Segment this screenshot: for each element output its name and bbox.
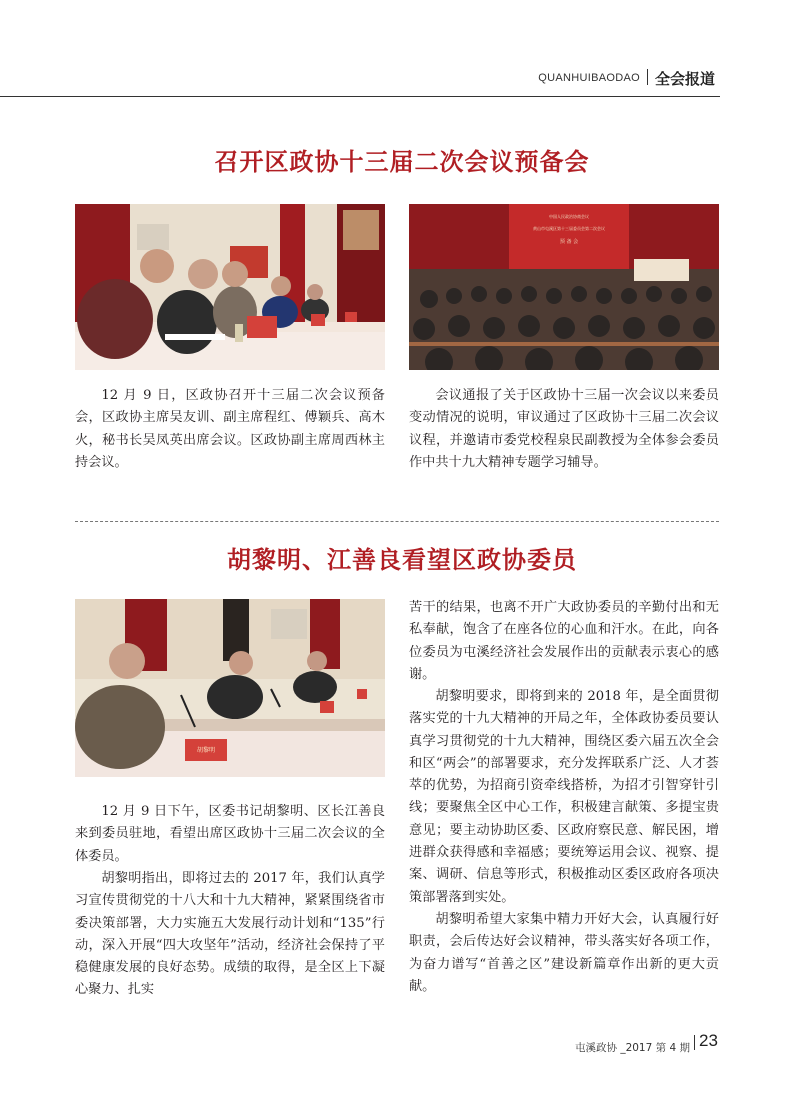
name-placard: 胡黎明 <box>196 747 215 754</box>
section-divider <box>75 521 719 522</box>
footer-divider <box>694 1035 695 1050</box>
article1-left-text: 12 月 9 日，区政协召开十三届二次会议预备会，区政协主席吴友训、副主席程红、傅颖兵、高木火，秘书长吴凤英出席会议。区政协副主席周西林主持会议。 <box>75 388 385 470</box>
article1-right-text: 会议通报了关于区政协十三届一次会议以来委员变动情况的说明，审议通过了区政协十三届二次会议议程，并邀请市委党校程泉民副教授为全体参会委员作中共十九大精神专题学习辅导。 <box>409 388 719 470</box>
article1-photo-left <box>75 204 385 370</box>
page-number: 23 <box>699 1031 718 1050</box>
article1-title: 召开区政协十三届二次会议预备会 <box>214 148 590 176</box>
article1-photo-right <box>409 204 719 370</box>
screen-text-line1: 中国人民政治协商会议 <box>549 214 589 219</box>
article2-left-p2: 胡黎明指出，即将过去的 2017 年，我们认真学习宣传贯彻党的十八大和十九大精神，紧紧围绕省市委决策部署，大力实施五大发展行动计划和“135”行动，深入开展“四大攻坚年”活动，经济社会保持了平稳健康发展的良好态势。成绩的取得，是全区上下凝心聚力、扎实 <box>75 871 385 998</box>
article2-right-p2: 胡黎明要求，即将到来的 2018 年，是全面贯彻落实党的十九大精神的开局之年，全体政协委员要认真学习贯彻党的十九大精神，围绕区委六届五次全会和区“两会”的部署要求，充分发挥联系广泛、人才荟萃的优势，为招商引资牵线搭桥，为招才引智穿针引线；要聚焦全区中心工作，积极建言献策、多提宝贵意见；要主动协助区委、区政府察民意、解民困，增进群众获得感和幸福感；要统筹运用会议、视察、提案、调研、信息等形式，积极推动区委区政府各项决策部署落到实处。 <box>409 689 719 905</box>
article2-photo <box>75 599 385 777</box>
article2-title: 胡黎明、江善良看望区政协委员 <box>227 546 577 574</box>
screen-text-line2: 黄山市屯溪区第十三届委员会第二次会议 <box>533 226 605 231</box>
article2-right-p1: 苦干的结果，也离不开广大政协委员的辛勤付出和无私奉献，饱含了在座各位的心血和汗水。在此，向各位委员为屯溪经济社会发展作出的贡献表示衷心的感谢。 <box>409 600 719 682</box>
header-section-cn: 全会报道 <box>655 70 716 88</box>
header-divider <box>647 69 648 85</box>
header-section-en: QUANHUIBAODAO <box>538 72 640 84</box>
footer-issue: 屯溪政协 _2017 第 4 期 <box>574 1042 690 1054</box>
header-rule <box>0 96 720 97</box>
screen-text-line3: 预 备 会 <box>559 239 579 245</box>
article2-left-p1: 12 月 9 日下午，区委书记胡黎明、区长江善良来到委员驻地，看望出席区政协十三届二次会议的全体委员。 <box>75 804 385 864</box>
article2-right-p3: 胡黎明希望大家集中精力开好大会，认真履行好职责，会后传达好会议精神，带头落实好各项工作，为奋力谱写“首善之区”建设新篇章作出新的更大贡献。 <box>409 912 719 994</box>
